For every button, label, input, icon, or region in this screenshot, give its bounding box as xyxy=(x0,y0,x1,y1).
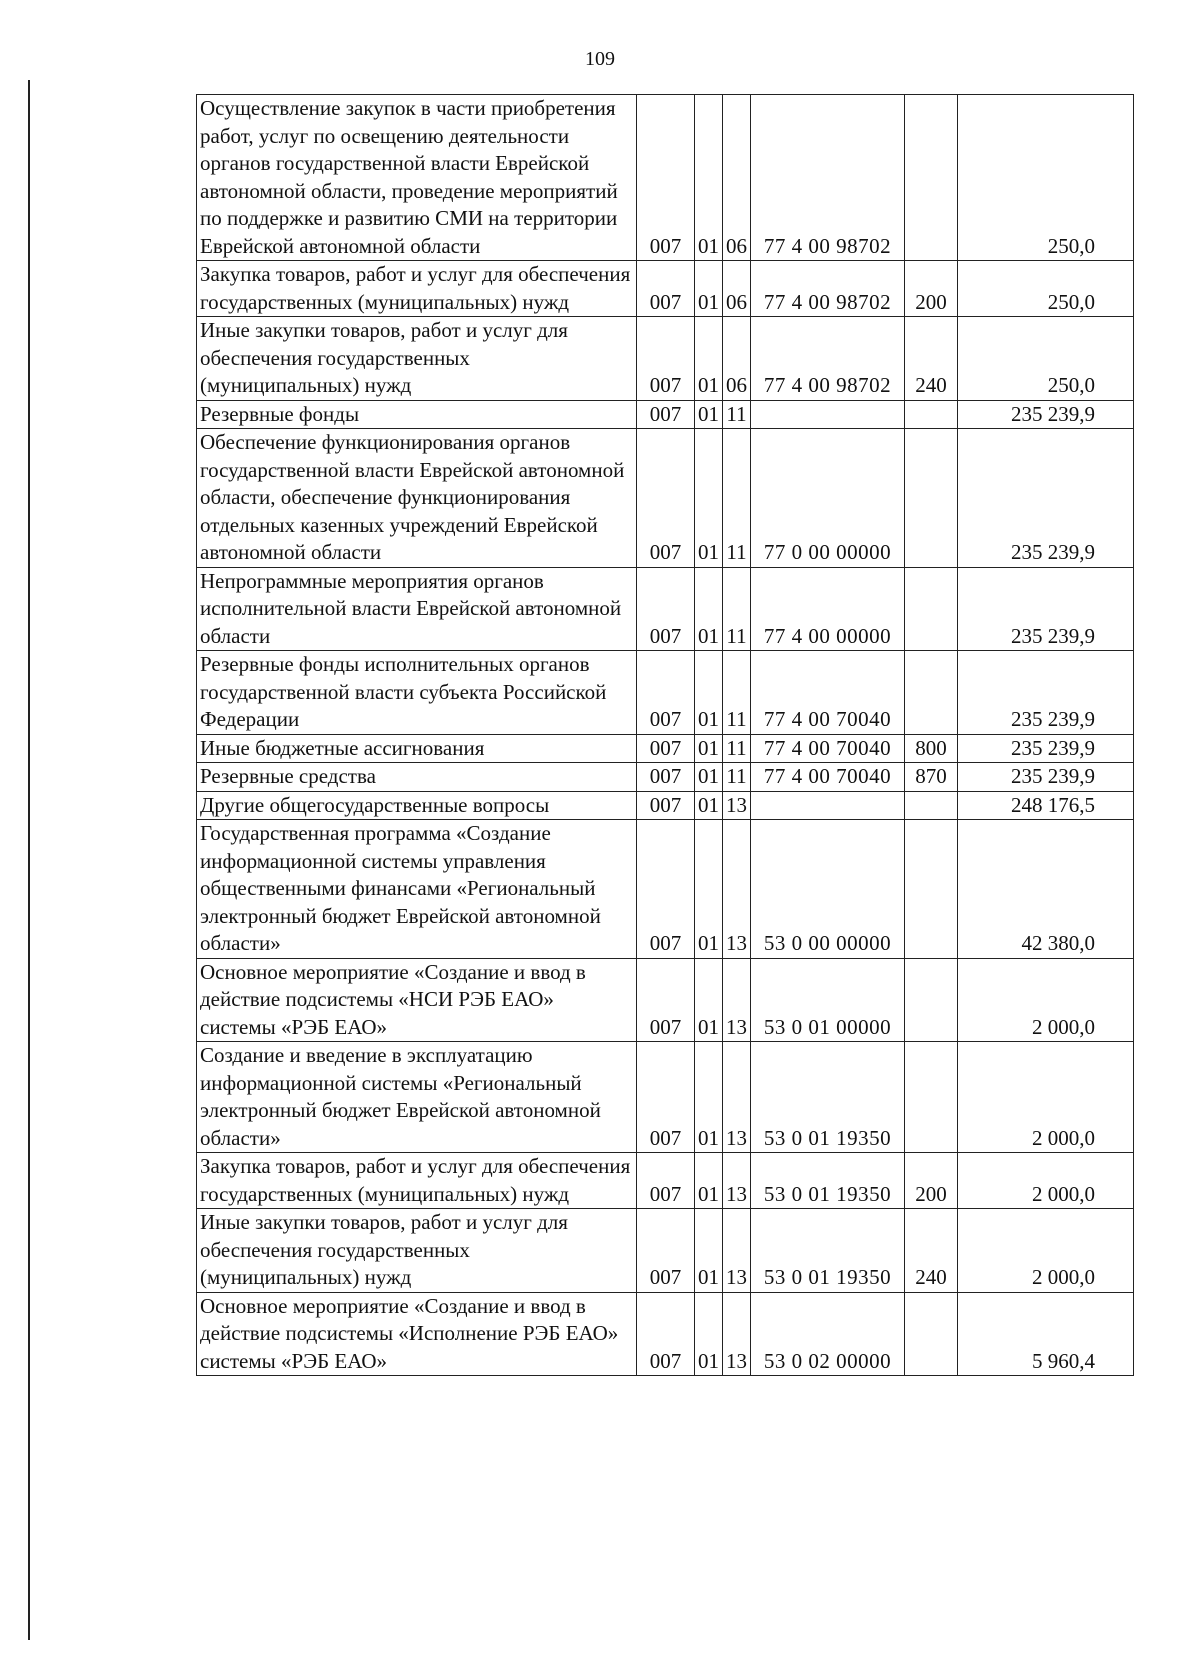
expense-type-code-cell xyxy=(905,791,958,820)
admin-code-cell: 007 xyxy=(637,1153,695,1209)
expense-type-code-cell xyxy=(905,820,958,959)
section-code-cell: 01 xyxy=(695,1292,723,1376)
subsection-code-cell: 11 xyxy=(723,651,751,735)
expense-type-code-cell: 240 xyxy=(905,317,958,401)
amount-cell: 2 000,0 xyxy=(958,1209,1134,1293)
expense-type-code-cell xyxy=(905,95,958,261)
admin-code-cell: 007 xyxy=(637,317,695,401)
expense-type-code-cell xyxy=(905,429,958,568)
table-row xyxy=(197,763,1134,792)
target-article-code-cell: 77 4 00 98702 xyxy=(751,261,905,317)
section-code-cell: 01 xyxy=(695,1042,723,1153)
table-row xyxy=(197,317,1134,401)
target-article-code-cell: 53 0 02 00000 xyxy=(751,1292,905,1376)
table-row xyxy=(197,1209,1134,1293)
admin-code-cell: 007 xyxy=(637,734,695,763)
table-row xyxy=(197,95,1134,261)
row-name-cell: Другие общегосударственные вопросы xyxy=(197,791,637,820)
subsection-code-cell: 13 xyxy=(723,958,751,1042)
row-name-cell: Обеспечение функционирования органов государственной власти Еврейской автономной области, обеспечение функционирования отдельных казенных учреждений Еврейской автономной области xyxy=(197,429,637,568)
amount-cell: 2 000,0 xyxy=(958,958,1134,1042)
subsection-code-cell: 13 xyxy=(723,1209,751,1293)
subsection-code-cell: 11 xyxy=(723,567,751,651)
target-article-code-cell: 53 0 00 00000 xyxy=(751,820,905,959)
row-name-cell: Резервные фонды xyxy=(197,400,637,429)
budget-table xyxy=(196,94,1134,1376)
expense-type-code-cell xyxy=(905,651,958,735)
admin-code-cell: 007 xyxy=(637,400,695,429)
subsection-code-cell: 11 xyxy=(723,734,751,763)
table-row xyxy=(197,734,1134,763)
section-code-cell: 01 xyxy=(695,958,723,1042)
table-row xyxy=(197,400,1134,429)
target-article-code-cell xyxy=(751,791,905,820)
section-code-cell: 01 xyxy=(695,1209,723,1293)
row-name-cell: Иные закупки товаров, работ и услуг для обеспечения государственных (муниципальных) нужд xyxy=(197,317,637,401)
section-code-cell: 01 xyxy=(695,763,723,792)
expense-type-code-cell: 870 xyxy=(905,763,958,792)
section-code-cell: 01 xyxy=(695,95,723,261)
admin-code-cell: 007 xyxy=(637,820,695,959)
target-article-code-cell: 77 4 00 98702 xyxy=(751,317,905,401)
amount-cell: 235 239,9 xyxy=(958,734,1134,763)
expense-type-code-cell xyxy=(905,1042,958,1153)
subsection-code-cell: 13 xyxy=(723,1292,751,1376)
admin-code-cell: 007 xyxy=(637,958,695,1042)
target-article-code-cell: 77 4 00 98702 xyxy=(751,95,905,261)
section-code-cell: 01 xyxy=(695,791,723,820)
row-name-cell: Закупка товаров, работ и услуг для обеспечения государственных (муниципальных) нужд xyxy=(197,1153,637,1209)
row-name-cell: Резервные средства xyxy=(197,763,637,792)
amount-cell: 235 239,9 xyxy=(958,651,1134,735)
amount-cell: 248 176,5 xyxy=(958,791,1134,820)
table-row xyxy=(197,820,1134,959)
subsection-code-cell: 13 xyxy=(723,820,751,959)
subsection-code-cell: 11 xyxy=(723,429,751,568)
subsection-code-cell: 13 xyxy=(723,791,751,820)
amount-cell: 2 000,0 xyxy=(958,1153,1134,1209)
subsection-code-cell: 06 xyxy=(723,261,751,317)
target-article-code-cell: 77 4 00 70040 xyxy=(751,651,905,735)
page-number: 109 xyxy=(585,48,615,70)
target-article-code-cell: 53 0 01 19350 xyxy=(751,1209,905,1293)
section-code-cell: 01 xyxy=(695,734,723,763)
section-code-cell: 01 xyxy=(695,820,723,959)
table-row xyxy=(197,651,1134,735)
expense-type-code-cell: 200 xyxy=(905,1153,958,1209)
amount-cell: 2 000,0 xyxy=(958,1042,1134,1153)
admin-code-cell: 007 xyxy=(637,95,695,261)
amount-cell: 5 960,4 xyxy=(958,1292,1134,1376)
table-row xyxy=(197,1042,1134,1153)
amount-cell: 42 380,0 xyxy=(958,820,1134,959)
section-code-cell: 01 xyxy=(695,1153,723,1209)
subsection-code-cell: 13 xyxy=(723,1042,751,1153)
row-name-cell: Осуществление закупок в части приобретения работ, услуг по освещению деятельности органов государственной власти Еврейской автономной области, проведение мероприятий по поддержке и развитию СМИ на территории Еврейской автономной области xyxy=(197,95,637,261)
section-code-cell: 01 xyxy=(695,567,723,651)
table-row xyxy=(197,1292,1134,1376)
section-code-cell: 01 xyxy=(695,400,723,429)
section-code-cell: 01 xyxy=(695,261,723,317)
subsection-code-cell: 06 xyxy=(723,95,751,261)
expense-type-code-cell: 240 xyxy=(905,1209,958,1293)
expense-type-code-cell xyxy=(905,1292,958,1376)
target-article-code-cell: 77 4 00 70040 xyxy=(751,734,905,763)
amount-cell: 250,0 xyxy=(958,317,1134,401)
target-article-code-cell: 77 0 00 00000 xyxy=(751,429,905,568)
section-code-cell: 01 xyxy=(695,429,723,568)
admin-code-cell: 007 xyxy=(637,651,695,735)
table-row xyxy=(197,261,1134,317)
subsection-code-cell: 13 xyxy=(723,1153,751,1209)
target-article-code-cell: 53 0 01 19350 xyxy=(751,1153,905,1209)
amount-cell: 235 239,9 xyxy=(958,763,1134,792)
budget-table-body xyxy=(197,95,1134,1376)
section-code-cell: 01 xyxy=(695,651,723,735)
row-name-cell: Непрограммные мероприятия органов исполнительной власти Еврейской автономной области xyxy=(197,567,637,651)
admin-code-cell: 007 xyxy=(637,1292,695,1376)
scan-left-edge xyxy=(28,80,30,1640)
admin-code-cell: 007 xyxy=(637,567,695,651)
table-row xyxy=(197,1153,1134,1209)
subsection-code-cell: 06 xyxy=(723,317,751,401)
table-row xyxy=(197,958,1134,1042)
admin-code-cell: 007 xyxy=(637,1042,695,1153)
table-row xyxy=(197,791,1134,820)
row-name-cell: Закупка товаров, работ и услуг для обеспечения государственных (муниципальных) нужд xyxy=(197,261,637,317)
admin-code-cell: 007 xyxy=(637,791,695,820)
amount-cell: 250,0 xyxy=(958,261,1134,317)
target-article-code-cell xyxy=(751,400,905,429)
amount-cell: 250,0 xyxy=(958,95,1134,261)
amount-cell: 235 239,9 xyxy=(958,567,1134,651)
table-row xyxy=(197,429,1134,568)
row-name-cell: Иные бюджетные ассигнования xyxy=(197,734,637,763)
row-name-cell: Иные закупки товаров, работ и услуг для обеспечения государственных (муниципальных) нужд xyxy=(197,1209,637,1293)
subsection-code-cell: 11 xyxy=(723,400,751,429)
amount-cell: 235 239,9 xyxy=(958,429,1134,568)
row-name-cell: Государственная программа «Создание информационной системы управления общественными финансами «Региональный электронный бюджет Еврейской автономной области» xyxy=(197,820,637,959)
row-name-cell: Основное мероприятие «Создание и ввод в действие подсистемы «Исполнение РЭБ ЕАО» системы «РЭБ ЕАО» xyxy=(197,1292,637,1376)
expense-type-code-cell xyxy=(905,567,958,651)
admin-code-cell: 007 xyxy=(637,1209,695,1293)
row-name-cell: Создание и введение в эксплуатацию информационной системы «Региональный электронный бюджет Еврейской автономной области» xyxy=(197,1042,637,1153)
section-code-cell: 01 xyxy=(695,317,723,401)
expense-type-code-cell: 800 xyxy=(905,734,958,763)
target-article-code-cell: 53 0 01 19350 xyxy=(751,1042,905,1153)
admin-code-cell: 007 xyxy=(637,429,695,568)
target-article-code-cell: 77 4 00 70040 xyxy=(751,763,905,792)
admin-code-cell: 007 xyxy=(637,261,695,317)
admin-code-cell: 007 xyxy=(637,763,695,792)
target-article-code-cell: 77 4 00 00000 xyxy=(751,567,905,651)
row-name-cell: Резервные фонды исполнительных органов государственной власти субъекта Российской Федерации xyxy=(197,651,637,735)
amount-cell: 235 239,9 xyxy=(958,400,1134,429)
expense-type-code-cell xyxy=(905,400,958,429)
expense-type-code-cell xyxy=(905,958,958,1042)
table-row xyxy=(197,567,1134,651)
target-article-code-cell: 53 0 01 00000 xyxy=(751,958,905,1042)
subsection-code-cell: 11 xyxy=(723,763,751,792)
expense-type-code-cell: 200 xyxy=(905,261,958,317)
row-name-cell: Основное мероприятие «Создание и ввод в действие подсистемы «НСИ РЭБ ЕАО» системы «РЭБ ЕАО» xyxy=(197,958,637,1042)
